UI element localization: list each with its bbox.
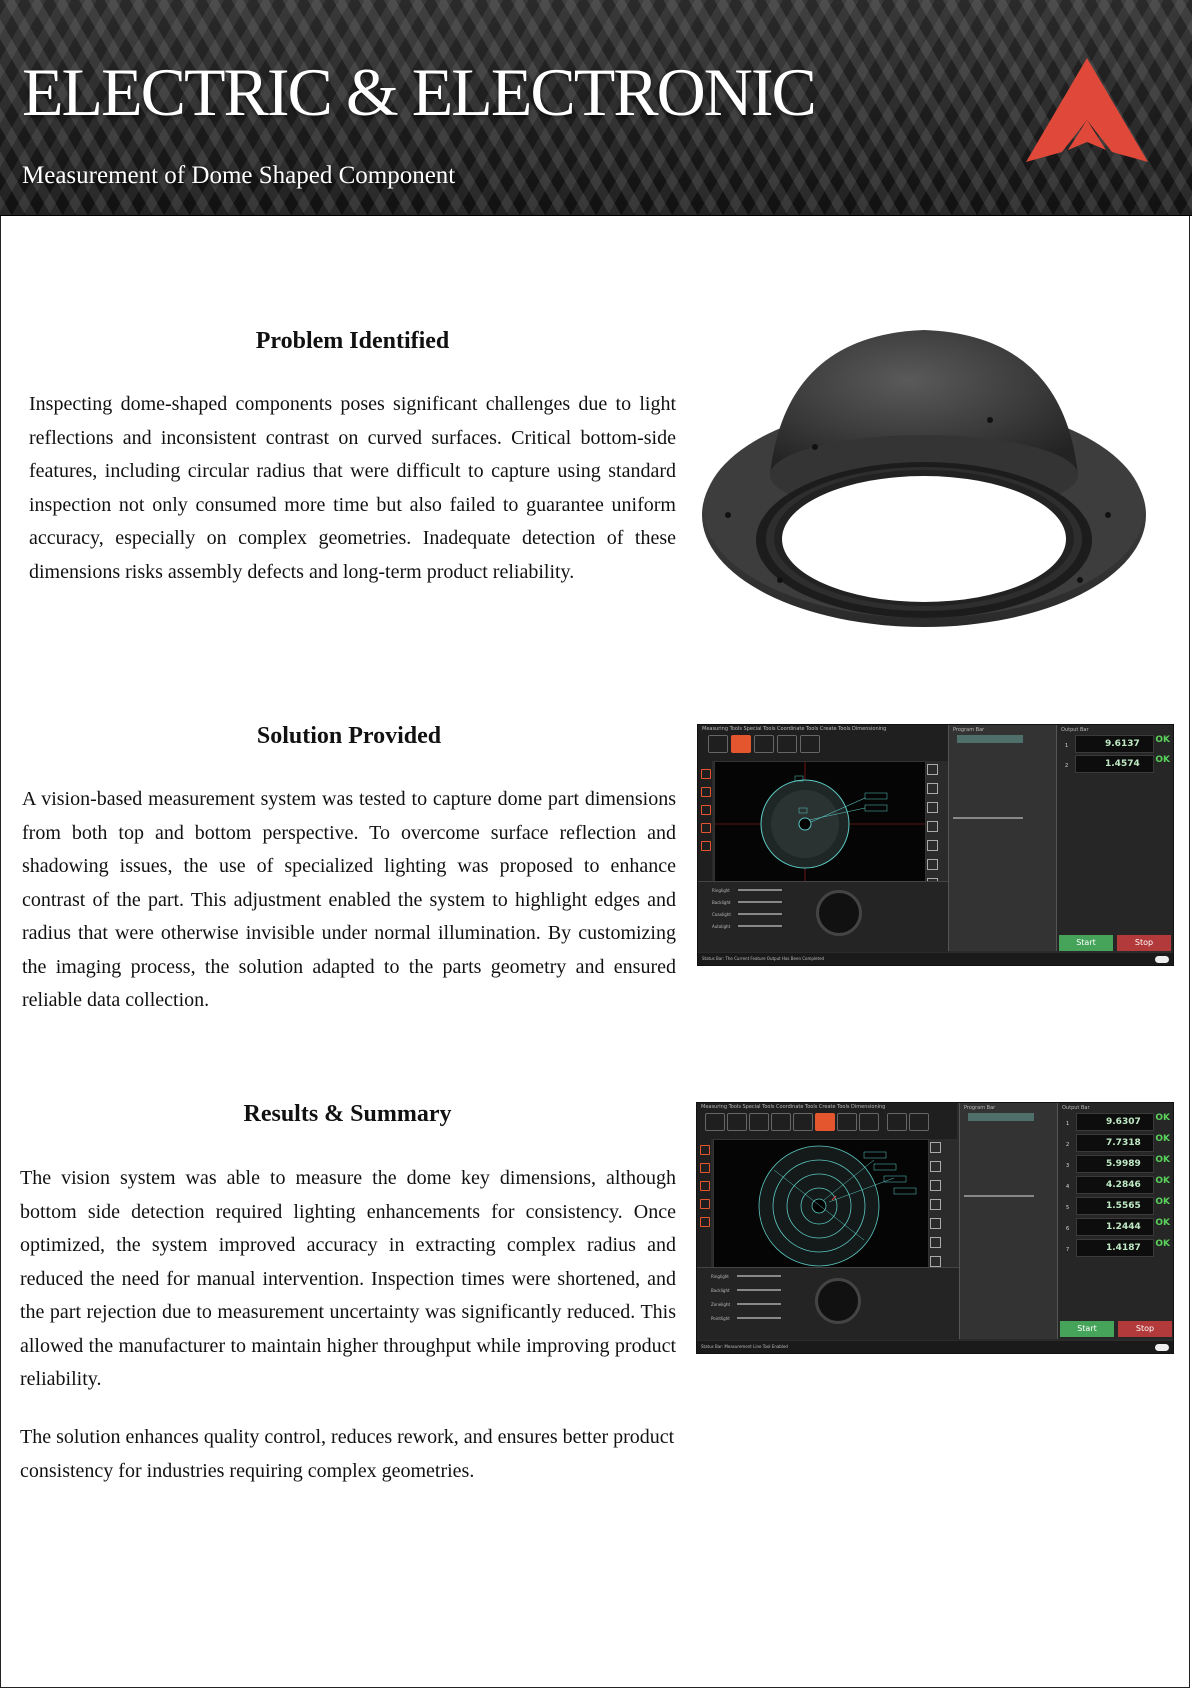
output-status: OK	[1155, 1113, 1170, 1123]
slider-label: Ringlight	[712, 888, 730, 893]
output-index: 4	[1066, 1184, 1070, 1190]
zonelight-slider[interactable]	[737, 1303, 781, 1305]
tool-cell-icon[interactable]	[927, 859, 938, 870]
toolbar-tabs: Measuring Tools Special Tools Coordinate Tools Create Tools Dimensioning	[701, 1104, 886, 1110]
backlight-slider[interactable]	[738, 901, 782, 903]
tool-icon[interactable]	[793, 1113, 813, 1131]
banner-title: ELECTRIC & ELECTRONIC	[22, 54, 815, 130]
distance-tool-icon[interactable]	[800, 735, 820, 753]
output-index: 2	[1066, 1142, 1070, 1148]
output-bar	[1056, 725, 1174, 951]
output-value: 9.6307	[1106, 1117, 1141, 1127]
start-button[interactable]: Start	[1059, 935, 1113, 951]
stop-button[interactable]: Stop	[1118, 1321, 1172, 1337]
solution-text: A vision-based measurement system was tested to capture dome part dimensions from both top and bottom perspective. To overcome surface reflection and shadowing issues, the use of specialized lighting was proposed to enhance contrast of the part. This adjustment enabled the system to highlight edges and radius that were otherwise invisible under normal illumination. By customizing the imaging process, the solution adapted to the parts geometry and ensured reliable data collection.	[22, 788, 676, 1011]
output-value: 5.9989	[1106, 1159, 1141, 1169]
results-text: The vision system was able to measure the dome key dimensions, although bottom side detection required lighting enhancements for consistency. Once optimized, the system improved accuracy in extracting complex radius and reduced the need for manual intervention. Inspection times were shortened, and the part rejection due to measurement uncertainty was significantly reduced. This allowed the manufacturer to maintain higher throughput while improving product reliability.	[20, 1167, 676, 1390]
pointlight-slider[interactable]	[737, 1317, 781, 1319]
output-index: 5	[1066, 1205, 1070, 1211]
output-status: OK	[1155, 1134, 1170, 1144]
output-status: OK	[1155, 1176, 1170, 1186]
output-status: OK	[1155, 1239, 1170, 1249]
program-progress	[964, 1195, 1034, 1197]
tool-icon[interactable]	[749, 1113, 769, 1131]
output-value: 1.4187	[1106, 1243, 1141, 1253]
output-index: 3	[1066, 1163, 1070, 1169]
lighting-controls	[697, 1267, 959, 1340]
measurement-overlay	[715, 762, 925, 882]
program-bar-label: Program Bar	[953, 727, 985, 733]
ruler-icon[interactable]	[701, 787, 711, 797]
tool-icon[interactable]	[837, 1113, 857, 1131]
tool-cell-icon[interactable]	[927, 840, 938, 851]
tool-cell-icon[interactable]	[930, 1180, 941, 1191]
slider-label: Backlight	[711, 1288, 730, 1293]
output-status: OK	[1155, 1155, 1170, 1165]
toolbar	[697, 1103, 957, 1139]
angle-tool-icon[interactable]	[754, 735, 774, 753]
tool-icon[interactable]	[859, 1113, 879, 1131]
output-status: OK	[1155, 1197, 1170, 1207]
problem-heading: Problem Identified	[255, 328, 450, 354]
program-bar-label: Program Bar	[964, 1105, 996, 1111]
image-icon[interactable]	[701, 841, 711, 851]
folder-icon[interactable]	[701, 805, 711, 815]
output-status: OK	[1155, 735, 1170, 745]
output-row	[1062, 1239, 1172, 1258]
program-bar	[948, 725, 1057, 951]
diameter-tool-icon[interactable]	[731, 735, 751, 753]
output-row	[1062, 1113, 1172, 1132]
output-index: 1	[1066, 1121, 1070, 1127]
calendar-icon[interactable]	[701, 823, 711, 833]
target-icon[interactable]	[701, 769, 711, 779]
stage-joystick[interactable]	[816, 890, 862, 936]
header-banner	[0, 0, 1192, 216]
slider-label: Backlight	[712, 900, 731, 905]
slider-label: Autolight	[712, 924, 731, 929]
unit-toggle[interactable]	[1155, 1344, 1169, 1351]
folder-icon[interactable]	[700, 1181, 710, 1191]
output-row	[1062, 1155, 1172, 1174]
output-status: OK	[1155, 1218, 1170, 1228]
program-progress	[953, 817, 1023, 819]
output-value: 1.4574	[1105, 759, 1140, 769]
backlight-slider[interactable]	[737, 1289, 781, 1291]
output-row	[1062, 1134, 1172, 1153]
unit-toggle[interactable]	[1155, 956, 1169, 963]
toolbar	[698, 725, 958, 761]
tool-cell-icon[interactable]	[930, 1237, 941, 1248]
output-row	[1062, 1176, 1172, 1195]
program-item[interactable]	[957, 735, 1023, 743]
target-icon[interactable]	[700, 1145, 710, 1155]
status-bar: Status Bar: Measurement Line Tool Enabled	[697, 1341, 1173, 1353]
feature-tool-column	[926, 761, 948, 881]
tool-cell-icon[interactable]	[927, 802, 938, 813]
output-status: OK	[1155, 755, 1170, 765]
tool-cell-icon[interactable]	[930, 1218, 941, 1229]
output-index: 1	[1065, 743, 1069, 749]
slider-label: Ringlight	[711, 1274, 729, 1279]
tool-cell-icon[interactable]	[927, 764, 938, 775]
ringlight-slider[interactable]	[737, 1275, 781, 1277]
autolight-slider[interactable]	[738, 925, 782, 927]
calendar-icon[interactable]	[700, 1199, 710, 1209]
output-index: 7	[1066, 1247, 1070, 1253]
camera-view[interactable]	[713, 1139, 929, 1269]
stop-button[interactable]: Stop	[1117, 935, 1171, 951]
tool-icon[interactable]	[909, 1113, 929, 1131]
output-bar-label: Output Bar	[1062, 1105, 1090, 1111]
output-value: 9.6137	[1105, 739, 1140, 749]
program-bar	[959, 1103, 1058, 1339]
tool-icon[interactable]	[771, 1113, 791, 1131]
output-value: 1.2444	[1106, 1222, 1141, 1232]
output-row	[1062, 1197, 1172, 1216]
solution-heading: Solution Provided	[256, 723, 442, 749]
camera-view[interactable]	[714, 761, 926, 883]
tool-icon[interactable]	[705, 1113, 725, 1131]
dome-component-image	[700, 325, 1148, 631]
output-value: 4.2846	[1106, 1180, 1141, 1190]
tool-cell-icon[interactable]	[930, 1142, 941, 1153]
radius-tool-icon[interactable]	[708, 735, 728, 753]
feature-tool-column	[929, 1139, 951, 1267]
output-row	[1061, 735, 1172, 754]
output-index: 2	[1065, 763, 1069, 769]
toolbar-tabs: Measuring Tools Special Tools Coordinate Tools Create Tools Dimensioning	[702, 726, 887, 732]
company-logo	[1026, 58, 1148, 162]
measurement-overlay	[714, 1140, 928, 1268]
output-value: 7.7318	[1106, 1138, 1141, 1148]
tool-cell-icon[interactable]	[930, 1161, 941, 1172]
slider-label: Pointlight	[711, 1316, 730, 1321]
xy-tool-icon[interactable]	[777, 735, 797, 753]
software-screenshot-1	[697, 724, 1174, 966]
tool-cell-icon[interactable]	[930, 1199, 941, 1210]
tool-icon[interactable]	[887, 1113, 907, 1131]
tool-cell-icon[interactable]	[927, 783, 938, 794]
status-bar: Status Bar: The Current Feature Output Has Been Completed	[698, 953, 1173, 965]
program-item[interactable]	[968, 1113, 1034, 1121]
output-bar	[1057, 1103, 1174, 1339]
software-screenshot-2	[696, 1102, 1174, 1354]
start-button[interactable]: Start	[1060, 1321, 1114, 1337]
tool-cell-icon[interactable]	[927, 821, 938, 832]
banner-subtitle: Measurement of Dome Shaped Component	[22, 162, 456, 189]
image-icon[interactable]	[700, 1217, 710, 1227]
tool-icon[interactable]	[727, 1113, 747, 1131]
slider-label: Zonelight	[711, 1302, 731, 1307]
results-summary-text: The solution enhances quality control, reduces rework, and ensures better product consistency for industries requiring complex geometries.	[20, 1426, 675, 1482]
coaxlight-slider[interactable]	[738, 913, 782, 915]
output-row	[1061, 755, 1172, 774]
problem-text: Inspecting dome-shaped components poses significant challenges due to light reflections and inconsistent contrast on curved surfaces. Critical bottom-side features, including circular radius that were difficult to capture using standard inspection not only consumed more time but also failed to guarantee uniform accuracy, especially on complex geometries. Inadequate detection of these dimensions risks assembly defects and long-term product reliability.	[29, 393, 676, 583]
output-value: 1.5565	[1106, 1201, 1141, 1211]
slider-label: Coaxlight	[712, 912, 731, 917]
tool-cell-icon[interactable]	[930, 1256, 941, 1267]
ruler-icon[interactable]	[700, 1163, 710, 1173]
ringlight-slider[interactable]	[738, 889, 782, 891]
stage-joystick[interactable]	[815, 1278, 861, 1324]
active-tool-icon[interactable]	[815, 1113, 835, 1131]
lighting-controls	[698, 881, 948, 952]
output-index: 6	[1066, 1226, 1070, 1232]
output-row	[1062, 1218, 1172, 1237]
results-heading: Results & Summary	[243, 1101, 452, 1127]
output-bar-label: Output Bar	[1061, 727, 1089, 733]
